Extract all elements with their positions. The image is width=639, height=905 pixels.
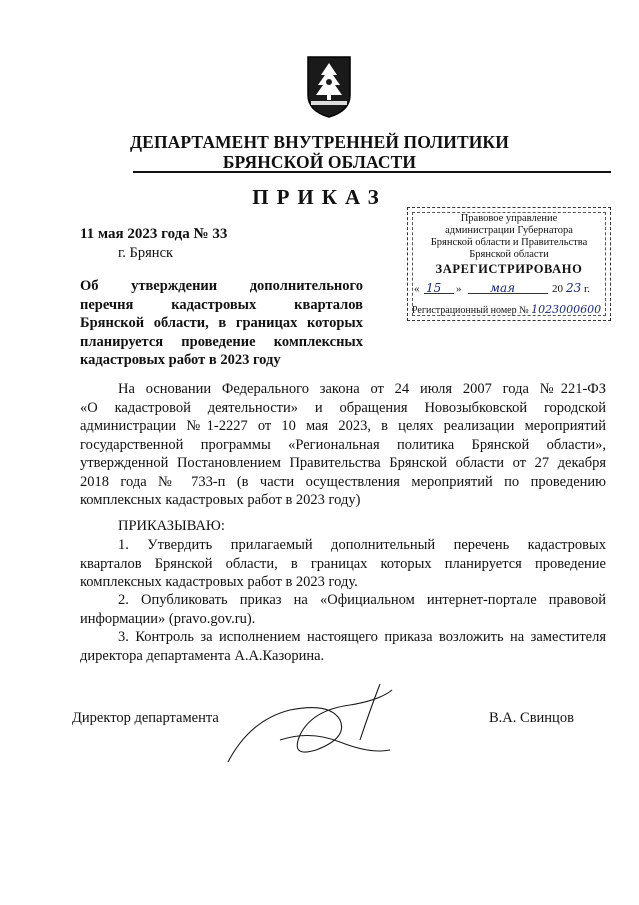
subject-line: кадастровых работ в 2023 году	[80, 352, 281, 368]
order-item-3	[80, 628, 606, 665]
item-line: 1. Утвердить прилагаемый дополнительный перечень кадастровых	[118, 537, 606, 553]
stamp-year: 23	[566, 281, 582, 295]
stamp-text-line: администрации Губернатора	[445, 225, 573, 236]
basis-paragraph	[80, 380, 606, 510]
item-line: 3. Контроль за исполнением настоящего приказа возложить на заместителя	[118, 629, 606, 645]
stamp-month: мая	[490, 281, 516, 295]
stamp-text-line: Правовое управление	[460, 213, 558, 224]
stamp-year-prefix: 20	[552, 283, 563, 295]
item-line: комплексных кадастровых работ в 2023 году.	[80, 574, 358, 590]
header-rule	[133, 171, 611, 173]
subject-line: Брянской области, в границах которых	[80, 315, 363, 331]
registration-stamp	[407, 207, 611, 321]
signatory-name: В.А. Свинцов	[489, 710, 574, 726]
stamp-registration-number	[408, 303, 610, 316]
stamp-reg-number: 1023000600	[531, 303, 602, 316]
subject-line: планируется проведение комплексных	[80, 333, 363, 350]
basis-line: утвержденной Постановлением Правительства Брянской области от 27 декабря	[80, 455, 606, 471]
basis-line: комплексных кадастровых работ в 2023 году)	[80, 492, 361, 508]
basis-line: На основании Федерального закона от 24 июля 2007 года №221-ФЗ	[118, 381, 606, 397]
basis-line: 2018 года № 733-п (в части осуществления мероприятий по проведению	[80, 473, 606, 490]
order-city: г. Брянск	[118, 245, 174, 261]
stamp-day: 15	[426, 281, 442, 295]
basis-line: администрации №1-2227 от 10 мая 2023, в целях реализации мероприятий	[80, 418, 606, 434]
coat-of-arms-icon	[304, 55, 354, 119]
stamp-year-end: г.	[584, 283, 591, 295]
subject-line: Об утверждении дополнительного	[80, 278, 363, 294]
item-line: 2. Опубликовать приказ на «Официальном интернет-портале правовой	[118, 592, 606, 608]
stamp-reg-label: Регистрационный номер №	[412, 305, 529, 316]
document-type-title: ПРИКАЗ	[252, 185, 387, 209]
department-name-line1: ДЕПАРТАМЕНТ ВНУТРЕННЕЙ ПОЛИТИКИ	[130, 132, 509, 152]
basis-line: «О кадастровой деятельности» и обращения Новозыбковской городской	[80, 399, 606, 416]
order-subject	[80, 277, 363, 370]
item-line: кварталов Брянской области, в границах которых планируется проведение	[80, 555, 606, 572]
stamp-text-line: Брянской области	[469, 249, 549, 260]
order-date-number: 11 мая 2023 года № 33	[80, 226, 228, 242]
item-line: информации» (pravo.gov.ru).	[80, 610, 256, 627]
item-line: директора департамента А.А.Казорина.	[80, 647, 325, 664]
stamp-date: « 15 » мая 20 23 г.	[414, 281, 591, 295]
order-item-1	[80, 536, 606, 592]
order-word: ПРИКАЗЫВАЮ:	[118, 518, 225, 534]
stamp-registered-label: ЗАРЕГИСТРИРОВАНО	[435, 262, 583, 276]
handwritten-signature	[220, 680, 400, 770]
stamp-text-line: Брянской области и Правительства	[430, 237, 588, 248]
order-item-2	[80, 591, 606, 628]
department-name-line2: БРЯНСКОЙ ОБЛАСТИ	[222, 152, 417, 172]
basis-line: государственной программы «Региональная политика Брянской области»,	[80, 436, 606, 453]
subject-line: перечня кадастровых кварталов	[80, 296, 363, 313]
signatory-position: Директор департамента	[72, 710, 219, 726]
